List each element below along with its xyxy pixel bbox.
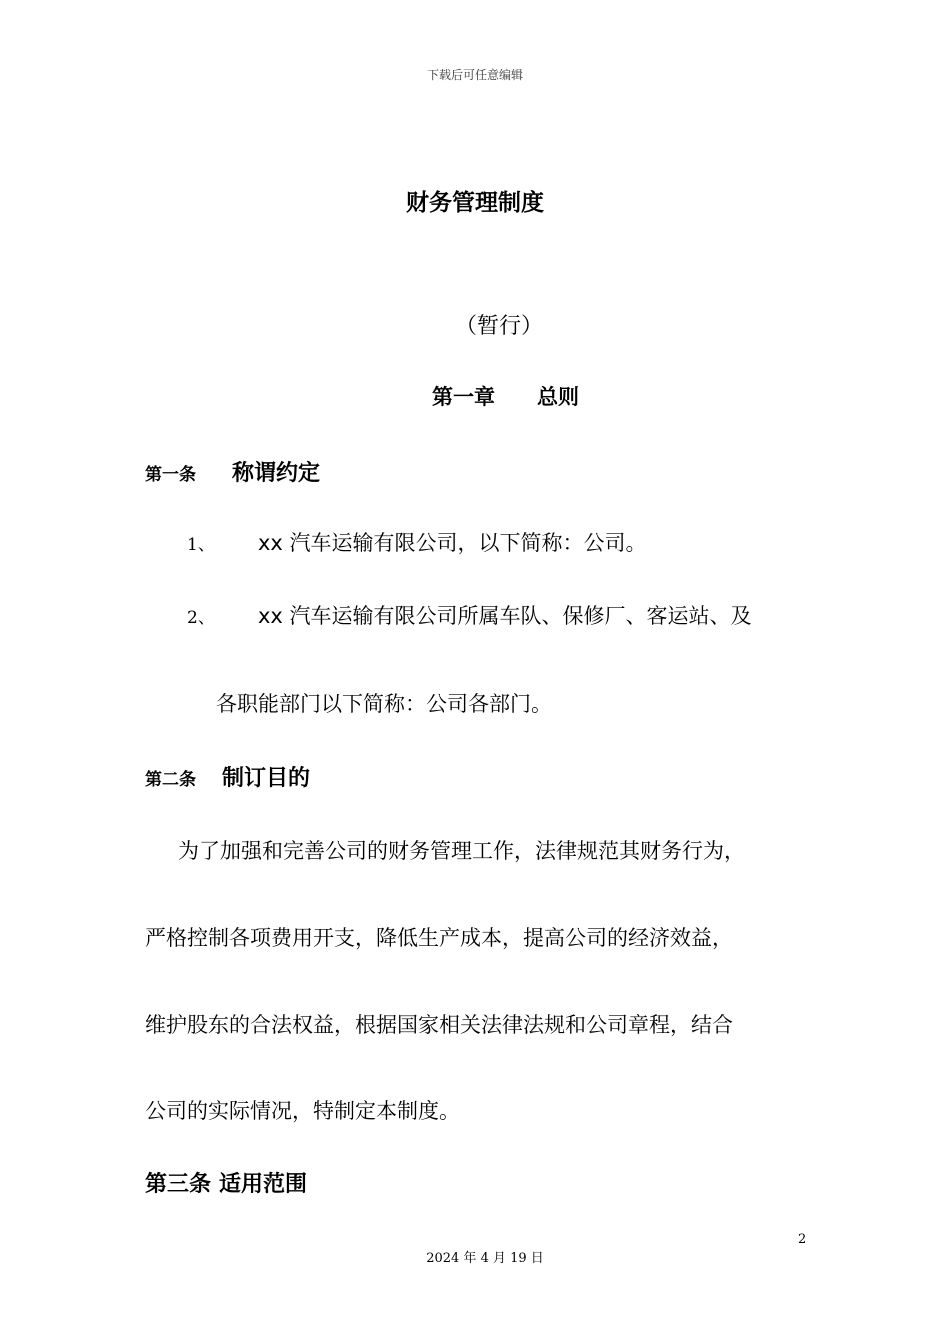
article-2-title: 制订目的: [222, 766, 311, 791]
list-item-continuation: 各职能部门以下简称：公司各部门。: [216, 692, 552, 716]
article-2-heading: [145, 761, 310, 792]
article-1-title: 称谓约定: [232, 461, 321, 486]
article-3-title: 适用范围: [219, 1172, 308, 1197]
chapter-number: 第一章: [432, 385, 495, 409]
document-title: 财务管理制度: [406, 190, 544, 216]
document-subtitle: （暂行）: [455, 314, 544, 339]
list-item-number: 1、: [187, 535, 215, 555]
article-1-label: 第一条: [145, 465, 196, 485]
paragraph-line: 为了加强和完善公司的财务管理工作，法律规范其财务行为，: [178, 839, 745, 863]
page-footer-date: 2024 年 4 月 19 日: [426, 1251, 544, 1266]
article-3-label: 第三条: [145, 1172, 212, 1197]
paragraph-line: 公司的实际情况，特制定本制度。: [145, 1099, 460, 1123]
article-1-heading: [145, 456, 320, 487]
paragraph-line: 严格控制各项费用开支，降低生产成本，提高公司的经济效益，: [145, 926, 733, 950]
article-2-label: 第二条: [145, 770, 196, 790]
list-item-text: xx 汽车运输有限公司，以下简称：公司。: [258, 531, 647, 555]
paragraph-line: 维护股东的合法权益，根据国家相关法律法规和公司章程，结合: [145, 1013, 733, 1037]
article-3-heading: [145, 1167, 307, 1198]
chapter-heading: [432, 381, 579, 411]
page-number: 2: [798, 1232, 807, 1247]
list-item-number: 2、: [187, 608, 215, 628]
list-item: [187, 603, 752, 628]
chapter-name: 总则: [537, 385, 579, 409]
page-header: 下载后可任意编辑: [426, 68, 523, 82]
list-item-text: xx 汽车运输有限公司所属车队、保修厂、客运站、及: [258, 604, 752, 628]
list-item: [187, 530, 647, 555]
